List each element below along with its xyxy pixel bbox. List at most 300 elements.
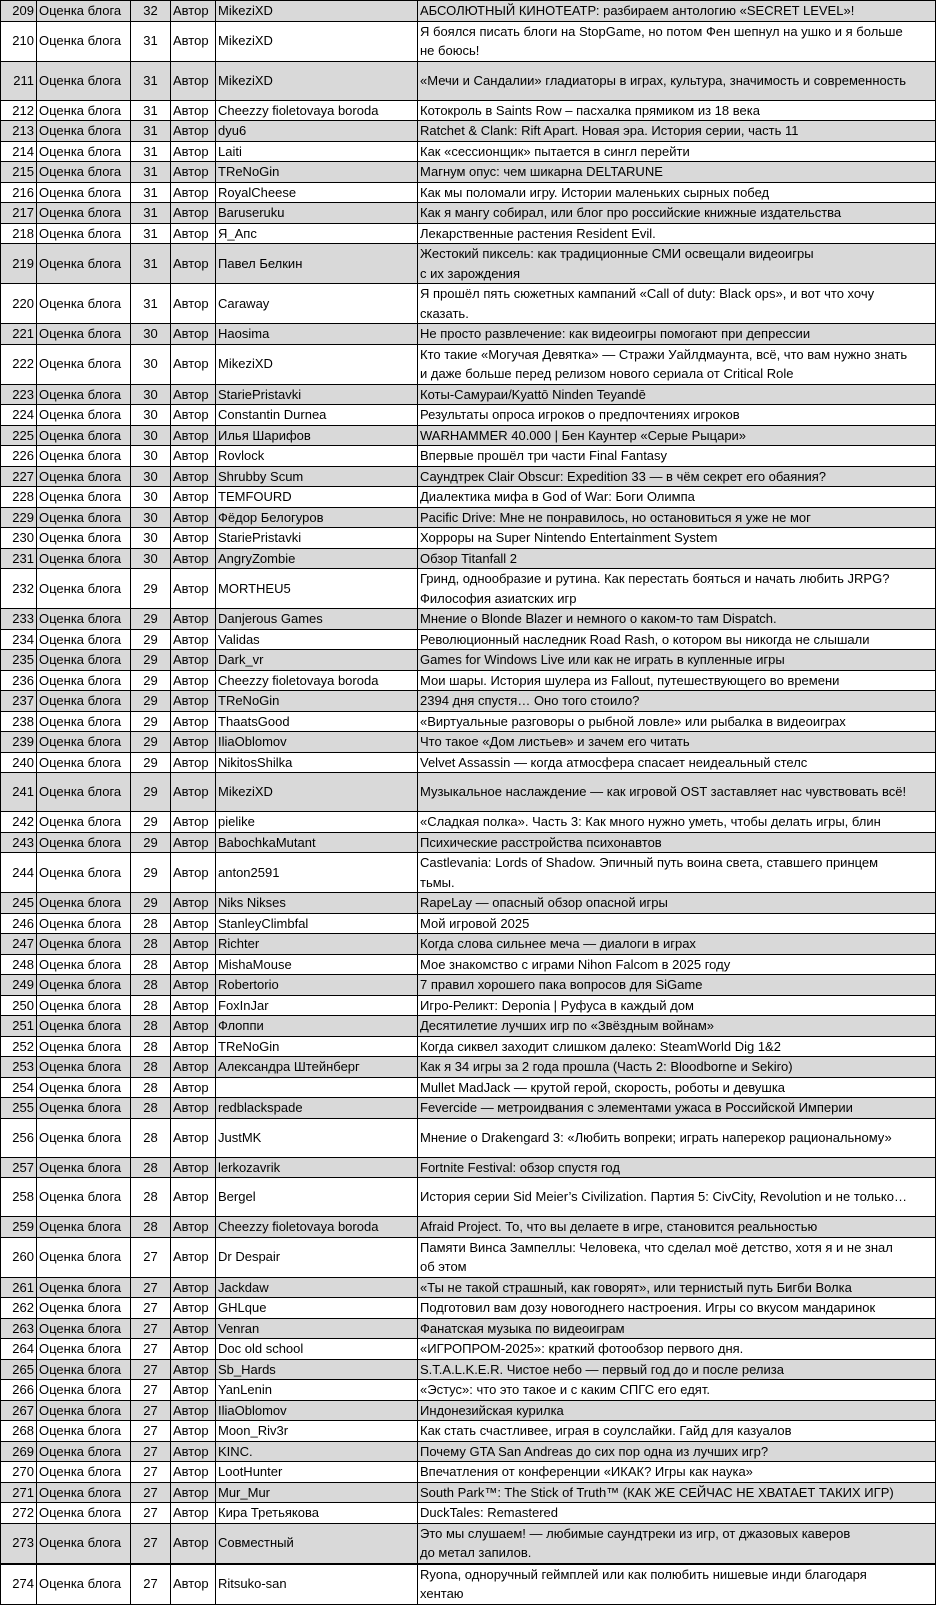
role-cell[interactable]: Автор	[171, 732, 216, 753]
author-cell[interactable]: Constantin Durnea	[216, 405, 418, 426]
rank-cell[interactable]: 224	[1, 405, 37, 426]
score-cell[interactable]: 29	[131, 609, 171, 630]
score-cell[interactable]: 28	[131, 1098, 171, 1119]
author-cell[interactable]: Moon_Riv3r	[216, 1421, 418, 1442]
author-cell[interactable]: Cheezzy fioletovaya boroda	[216, 670, 418, 691]
score-cell[interactable]: 30	[131, 507, 171, 528]
category-cell[interactable]: Оценка блога	[37, 1178, 131, 1217]
category-cell[interactable]: Оценка блога	[37, 711, 131, 732]
category-cell[interactable]: Оценка блога	[37, 1421, 131, 1442]
category-cell[interactable]: Оценка блога	[37, 1441, 131, 1462]
category-cell[interactable]: Оценка блога	[37, 893, 131, 914]
title-cell[interactable]: 2394 дня спустя… Оно того стоило?	[418, 691, 936, 712]
role-cell[interactable]: Автор	[171, 182, 216, 203]
score-cell[interactable]: 28	[131, 995, 171, 1016]
rank-cell[interactable]: 251	[1, 1016, 37, 1037]
rank-cell[interactable]: 235	[1, 650, 37, 671]
title-cell[interactable]: Игро-Реликт: Deponia | Руфуса в каждый дом	[418, 995, 936, 1016]
title-cell[interactable]: Мое знакомство с играми Nihon Falcom в 2025 году	[418, 954, 936, 975]
title-cell[interactable]: Мой игровой 2025	[418, 913, 936, 934]
role-cell[interactable]: Автор	[171, 487, 216, 508]
score-cell[interactable]: 31	[131, 61, 171, 100]
rank-cell[interactable]: 219	[1, 244, 37, 284]
rank-cell[interactable]: 238	[1, 711, 37, 732]
title-cell[interactable]: Как стать счастливее, играя в соулслайки. Гайд для казуалов	[418, 1421, 936, 1442]
rank-cell[interactable]: 226	[1, 446, 37, 467]
score-cell[interactable]: 29	[131, 711, 171, 732]
score-cell[interactable]: 32	[131, 1, 171, 22]
score-cell[interactable]: 30	[131, 384, 171, 405]
title-cell[interactable]: Впервые прошёл три части Final Fantasy	[418, 446, 936, 467]
score-cell[interactable]: 28	[131, 975, 171, 996]
rank-cell[interactable]: 229	[1, 507, 37, 528]
role-cell[interactable]: Автор	[171, 1462, 216, 1483]
author-cell[interactable]: FoxInJar	[216, 995, 418, 1016]
score-cell[interactable]: 29	[131, 773, 171, 812]
author-cell[interactable]: IliaOblomov	[216, 732, 418, 753]
category-cell[interactable]: Оценка блога	[37, 425, 131, 446]
category-cell[interactable]: Оценка блога	[37, 284, 131, 324]
score-cell[interactable]: 29	[131, 691, 171, 712]
author-cell[interactable]: KINC.	[216, 1441, 418, 1462]
author-cell[interactable]: Robertorio	[216, 975, 418, 996]
title-cell[interactable]: Это мы слушаем! — любимые саундтреки из игр, от джазовых каверов до метал запилов.	[418, 1523, 936, 1564]
rank-cell[interactable]: 254	[1, 1077, 37, 1098]
author-cell[interactable]: lerkozavrik	[216, 1157, 418, 1178]
author-cell[interactable]: MORTHEU5	[216, 569, 418, 609]
category-cell[interactable]: Оценка блога	[37, 1118, 131, 1157]
rank-cell[interactable]: 245	[1, 893, 37, 914]
rank-cell[interactable]: 273	[1, 1523, 37, 1564]
category-cell[interactable]: Оценка блога	[37, 548, 131, 569]
category-cell[interactable]: Оценка блога	[37, 1157, 131, 1178]
role-cell[interactable]: Автор	[171, 995, 216, 1016]
role-cell[interactable]: Автор	[171, 832, 216, 853]
author-cell[interactable]: ThaatsGood	[216, 711, 418, 732]
score-cell[interactable]: 29	[131, 670, 171, 691]
category-cell[interactable]: Оценка блога	[37, 1503, 131, 1524]
title-cell[interactable]: Как я мангу собирал, или блог про российские книжные издательства	[418, 203, 936, 224]
score-cell[interactable]: 27	[131, 1359, 171, 1380]
score-cell[interactable]: 27	[131, 1400, 171, 1421]
role-cell[interactable]: Автор	[171, 1057, 216, 1078]
author-cell[interactable]: TReNoGin	[216, 162, 418, 183]
role-cell[interactable]: Автор	[171, 691, 216, 712]
score-cell[interactable]: 27	[131, 1503, 171, 1524]
title-cell[interactable]: «Ты не такой страшный, как говорят», или тернистый путь Бигби Волка	[418, 1277, 936, 1298]
title-cell[interactable]: Velvet Assassin — когда атмосфера спасает неидеальный стелс	[418, 752, 936, 773]
title-cell[interactable]: Pacific Drive: Мне не понравилось, но остановиться я уже не мог	[418, 507, 936, 528]
category-cell[interactable]: Оценка блога	[37, 1564, 131, 1605]
category-cell[interactable]: Оценка блога	[37, 405, 131, 426]
role-cell[interactable]: Автор	[171, 405, 216, 426]
title-cell[interactable]: Я прошёл пять сюжетных кампаний «Call of duty: Black ops», и вот что хочу сказать.	[418, 284, 936, 324]
author-cell[interactable]: Niks Nikses	[216, 893, 418, 914]
author-cell[interactable]: Rovlock	[216, 446, 418, 467]
role-cell[interactable]: Автор	[171, 528, 216, 549]
author-cell[interactable]: MishaMouse	[216, 954, 418, 975]
author-cell[interactable]: AngryZombie	[216, 548, 418, 569]
author-cell[interactable]: TReNoGin	[216, 1036, 418, 1057]
score-cell[interactable]: 31	[131, 244, 171, 284]
category-cell[interactable]: Оценка блога	[37, 1400, 131, 1421]
score-cell[interactable]: 29	[131, 853, 171, 893]
author-cell[interactable]: Sb_Hards	[216, 1359, 418, 1380]
title-cell[interactable]: Результаты опроса игроков о предпочтениях игроков	[418, 405, 936, 426]
role-cell[interactable]: Автор	[171, 384, 216, 405]
score-cell[interactable]: 30	[131, 487, 171, 508]
rank-cell[interactable]: 227	[1, 466, 37, 487]
author-cell[interactable]: Jackdaw	[216, 1277, 418, 1298]
role-cell[interactable]: Автор	[171, 223, 216, 244]
author-cell[interactable]: StariePristavki	[216, 384, 418, 405]
author-cell[interactable]	[216, 1077, 418, 1098]
title-cell[interactable]: WARHAMMER 40.000 | Бен Каунтер «Серые Рыцари»	[418, 425, 936, 446]
role-cell[interactable]: Автор	[171, 466, 216, 487]
author-cell[interactable]: Caraway	[216, 284, 418, 324]
author-cell[interactable]: LootHunter	[216, 1462, 418, 1483]
score-cell[interactable]: 30	[131, 528, 171, 549]
role-cell[interactable]: Автор	[171, 893, 216, 914]
score-cell[interactable]: 28	[131, 954, 171, 975]
score-cell[interactable]: 30	[131, 466, 171, 487]
title-cell[interactable]: Диалектика мифа в God of War: Боги Олимпа	[418, 487, 936, 508]
author-cell[interactable]: Совместный	[216, 1523, 418, 1564]
title-cell[interactable]: Games for Windows Live или как не играть в купленные игры	[418, 650, 936, 671]
title-cell[interactable]: Как я 34 игры за 2 года прошла (Часть 2: Bloodborne и Sekiro)	[418, 1057, 936, 1078]
author-cell[interactable]: anton2591	[216, 853, 418, 893]
author-cell[interactable]: Richter	[216, 934, 418, 955]
score-cell[interactable]: 28	[131, 1077, 171, 1098]
rank-cell[interactable]: 221	[1, 324, 37, 345]
rank-cell[interactable]: 237	[1, 691, 37, 712]
rank-cell[interactable]: 217	[1, 203, 37, 224]
role-cell[interactable]: Автор	[171, 812, 216, 833]
title-cell[interactable]: Мнение о Blonde Blazer и немного о каком-то там Dispatch.	[418, 609, 936, 630]
title-cell[interactable]: Afraid Project. То, что вы делаете в игре, становится реальностью	[418, 1217, 936, 1238]
category-cell[interactable]: Оценка блога	[37, 934, 131, 955]
title-cell[interactable]: Психические расстройства психонавтов	[418, 832, 936, 853]
rank-cell[interactable]: 213	[1, 121, 37, 142]
rank-cell[interactable]: 255	[1, 1098, 37, 1119]
role-cell[interactable]: Автор	[171, 1318, 216, 1339]
category-cell[interactable]: Оценка блога	[37, 1057, 131, 1078]
role-cell[interactable]: Автор	[171, 954, 216, 975]
role-cell[interactable]: Автор	[171, 773, 216, 812]
author-cell[interactable]: MikeziXD	[216, 61, 418, 100]
title-cell[interactable]: Индонезийская курилка	[418, 1400, 936, 1421]
title-cell[interactable]: Обзор Titanfall 2	[418, 548, 936, 569]
title-cell[interactable]: Впечатления от конференции «ИКАК? Игры как наука»	[418, 1462, 936, 1483]
rank-cell[interactable]: 233	[1, 609, 37, 630]
rank-cell[interactable]: 249	[1, 975, 37, 996]
rank-cell[interactable]: 258	[1, 1178, 37, 1217]
author-cell[interactable]: redblackspade	[216, 1098, 418, 1119]
role-cell[interactable]: Автор	[171, 141, 216, 162]
title-cell[interactable]: Как мы поломали игру. Истории маленьких сырных побед	[418, 182, 936, 203]
category-cell[interactable]: Оценка блога	[37, 466, 131, 487]
rank-cell[interactable]: 216	[1, 182, 37, 203]
score-cell[interactable]: 28	[131, 1217, 171, 1238]
role-cell[interactable]: Автор	[171, 711, 216, 732]
author-cell[interactable]: Ritsuko-san	[216, 1564, 418, 1605]
score-cell[interactable]: 31	[131, 203, 171, 224]
role-cell[interactable]: Автор	[171, 1482, 216, 1503]
role-cell[interactable]: Автор	[171, 425, 216, 446]
role-cell[interactable]: Автор	[171, 203, 216, 224]
author-cell[interactable]: Mur_Mur	[216, 1482, 418, 1503]
role-cell[interactable]: Автор	[171, 284, 216, 324]
role-cell[interactable]: Автор	[171, 548, 216, 569]
rank-cell[interactable]: 240	[1, 752, 37, 773]
author-cell[interactable]: Dr Despair	[216, 1237, 418, 1277]
rank-cell[interactable]: 222	[1, 344, 37, 384]
author-cell[interactable]: Validas	[216, 629, 418, 650]
score-cell[interactable]: 31	[131, 121, 171, 142]
score-cell[interactable]: 31	[131, 284, 171, 324]
rank-cell[interactable]: 257	[1, 1157, 37, 1178]
rank-cell[interactable]: 242	[1, 812, 37, 833]
title-cell[interactable]: Не просто развлечение: как видеоигры помогают при депрессии	[418, 324, 936, 345]
title-cell[interactable]: Когда сиквел заходит слишком далеко: SteamWorld Dig 1&2	[418, 1036, 936, 1057]
title-cell[interactable]: S.T.A.L.K.E.R. Чистое небо — первый год до и после релиза	[418, 1359, 936, 1380]
title-cell[interactable]: RapeLay — опасный обзор опасной игры	[418, 893, 936, 914]
category-cell[interactable]: Оценка блога	[37, 1298, 131, 1319]
category-cell[interactable]: Оценка блога	[37, 1217, 131, 1238]
score-cell[interactable]: 28	[131, 1016, 171, 1037]
rank-cell[interactable]: 243	[1, 832, 37, 853]
category-cell[interactable]: Оценка блога	[37, 1339, 131, 1360]
author-cell[interactable]: Baruseruku	[216, 203, 418, 224]
score-cell[interactable]: 29	[131, 832, 171, 853]
score-cell[interactable]: 31	[131, 223, 171, 244]
author-cell[interactable]: MikeziXD	[216, 21, 418, 61]
role-cell[interactable]: Автор	[171, 1503, 216, 1524]
rank-cell[interactable]: 270	[1, 1462, 37, 1483]
score-cell[interactable]: 27	[131, 1298, 171, 1319]
score-cell[interactable]: 30	[131, 548, 171, 569]
title-cell[interactable]: АБСОЛЮТНЫЙ КИНОТЕАТР: разбираем антологию «SECRET LEVEL»!	[418, 1, 936, 22]
score-cell[interactable]: 29	[131, 812, 171, 833]
role-cell[interactable]: Автор	[171, 1523, 216, 1564]
title-cell[interactable]: Саундтрек Clair Obscur: Expedition 33 — в чём секрет его обаяния?	[418, 466, 936, 487]
role-cell[interactable]: Автор	[171, 975, 216, 996]
category-cell[interactable]: Оценка блога	[37, 324, 131, 345]
category-cell[interactable]: Оценка блога	[37, 975, 131, 996]
category-cell[interactable]: Оценка блога	[37, 1318, 131, 1339]
author-cell[interactable]: Cheezzy fioletovaya boroda	[216, 100, 418, 121]
score-cell[interactable]: 30	[131, 405, 171, 426]
author-cell[interactable]: Я_Апс	[216, 223, 418, 244]
rank-cell[interactable]: 248	[1, 954, 37, 975]
rank-cell[interactable]: 223	[1, 384, 37, 405]
score-cell[interactable]: 31	[131, 141, 171, 162]
author-cell[interactable]: Doc old school	[216, 1339, 418, 1360]
category-cell[interactable]: Оценка блога	[37, 1016, 131, 1037]
category-cell[interactable]: Оценка блога	[37, 487, 131, 508]
rank-cell[interactable]: 241	[1, 773, 37, 812]
score-cell[interactable]: 31	[131, 162, 171, 183]
score-cell[interactable]: 29	[131, 752, 171, 773]
role-cell[interactable]: Автор	[171, 1118, 216, 1157]
title-cell[interactable]: Castlevania: Lords of Shadow. Эпичный путь воина света, ставшего принцем тьмы.	[418, 853, 936, 893]
rank-cell[interactable]: 247	[1, 934, 37, 955]
role-cell[interactable]: Автор	[171, 670, 216, 691]
title-cell[interactable]: «Мечи и Сандалии» гладиаторы в играх, культура, значимость и современность	[418, 61, 936, 100]
title-cell[interactable]: Подготовил вам дозу новогоднего настроения. Игры со вкусом мандаринок	[418, 1298, 936, 1319]
role-cell[interactable]: Автор	[171, 1421, 216, 1442]
author-cell[interactable]: BabochkaMutant	[216, 832, 418, 853]
score-cell[interactable]: 27	[131, 1462, 171, 1483]
author-cell[interactable]: Danjerous Games	[216, 609, 418, 630]
category-cell[interactable]: Оценка блога	[37, 141, 131, 162]
title-cell[interactable]: Mullet MadJack — крутой герой, скорость, роботы и девушка	[418, 1077, 936, 1098]
rank-cell[interactable]: 266	[1, 1380, 37, 1401]
rank-cell[interactable]: 265	[1, 1359, 37, 1380]
category-cell[interactable]: Оценка блога	[37, 1077, 131, 1098]
title-cell[interactable]: Ryona, одноручный геймплей или как полюбить нишевые инди благодаря хентаю	[418, 1564, 936, 1605]
rank-cell[interactable]: 209	[1, 1, 37, 22]
score-cell[interactable]: 28	[131, 1036, 171, 1057]
title-cell[interactable]: Я боялся писать блоги на StopGame, но потом Фен шепнул на ушко и я больше не боюсь!	[418, 21, 936, 61]
author-cell[interactable]: Кира Третьякова	[216, 1503, 418, 1524]
category-cell[interactable]: Оценка блога	[37, 1036, 131, 1057]
role-cell[interactable]: Автор	[171, 21, 216, 61]
category-cell[interactable]: Оценка блога	[37, 384, 131, 405]
role-cell[interactable]: Автор	[171, 1, 216, 22]
role-cell[interactable]: Автор	[171, 1400, 216, 1421]
role-cell[interactable]: Автор	[171, 1036, 216, 1057]
category-cell[interactable]: Оценка блога	[37, 1277, 131, 1298]
score-cell[interactable]: 29	[131, 650, 171, 671]
role-cell[interactable]: Автор	[171, 1441, 216, 1462]
rank-cell[interactable]: 262	[1, 1298, 37, 1319]
category-cell[interactable]: Оценка блога	[37, 629, 131, 650]
role-cell[interactable]: Автор	[171, 1217, 216, 1238]
category-cell[interactable]: Оценка блога	[37, 691, 131, 712]
author-cell[interactable]: YanLenin	[216, 1380, 418, 1401]
title-cell[interactable]: Революционный наследник Road Rash, о котором вы никогда не слышали	[418, 629, 936, 650]
title-cell[interactable]: Ratchet & Clank: Rift Apart. Новая эра. История серии, часть 11	[418, 121, 936, 142]
score-cell[interactable]: 29	[131, 893, 171, 914]
author-cell[interactable]: RoyalCheese	[216, 182, 418, 203]
title-cell[interactable]: История серии Sid Meier’s Civilization. Партия 5: CivCity, Revolution и не только…	[418, 1178, 936, 1217]
category-cell[interactable]: Оценка блога	[37, 954, 131, 975]
score-cell[interactable]: 28	[131, 1178, 171, 1217]
title-cell[interactable]: «Сладкая полка». Часть 3: Как много нужно уметь, чтобы делать игры, блин	[418, 812, 936, 833]
score-cell[interactable]: 30	[131, 425, 171, 446]
rank-cell[interactable]: 220	[1, 284, 37, 324]
author-cell[interactable]: GHLque	[216, 1298, 418, 1319]
author-cell[interactable]: Bergel	[216, 1178, 418, 1217]
category-cell[interactable]: Оценка блога	[37, 203, 131, 224]
title-cell[interactable]: Когда слова сильнее меча — диалоги в играх	[418, 934, 936, 955]
role-cell[interactable]: Автор	[171, 1077, 216, 1098]
title-cell[interactable]: Как «сессионщик» пытается в сингл перейти	[418, 141, 936, 162]
title-cell[interactable]: Десятилетие лучших игр по «Звёздным войнам»	[418, 1016, 936, 1037]
category-cell[interactable]: Оценка блога	[37, 446, 131, 467]
category-cell[interactable]: Оценка блога	[37, 650, 131, 671]
score-cell[interactable]: 31	[131, 21, 171, 61]
role-cell[interactable]: Автор	[171, 61, 216, 100]
rank-cell[interactable]: 267	[1, 1400, 37, 1421]
author-cell[interactable]: Илья Шарифов	[216, 425, 418, 446]
rank-cell[interactable]: 244	[1, 853, 37, 893]
category-cell[interactable]: Оценка блога	[37, 609, 131, 630]
category-cell[interactable]: Оценка блога	[37, 21, 131, 61]
role-cell[interactable]: Автор	[171, 1098, 216, 1119]
category-cell[interactable]: Оценка блога	[37, 732, 131, 753]
category-cell[interactable]: Оценка блога	[37, 1359, 131, 1380]
score-cell[interactable]: 27	[131, 1523, 171, 1564]
title-cell[interactable]: Лекарственные растения Resident Evil.	[418, 223, 936, 244]
role-cell[interactable]: Автор	[171, 344, 216, 384]
score-cell[interactable]: 29	[131, 629, 171, 650]
score-cell[interactable]: 27	[131, 1237, 171, 1277]
score-cell[interactable]: 28	[131, 934, 171, 955]
rank-cell[interactable]: 252	[1, 1036, 37, 1057]
title-cell[interactable]: «Виртуальные разговоры о рыбной ловле» или рыбалка в видеоиграх	[418, 711, 936, 732]
role-cell[interactable]: Автор	[171, 1157, 216, 1178]
rank-cell[interactable]: 260	[1, 1237, 37, 1277]
role-cell[interactable]: Автор	[171, 1359, 216, 1380]
rank-cell[interactable]: 232	[1, 569, 37, 609]
title-cell[interactable]: Мои шары. История шулера из Fallout, путешествующего во времени	[418, 670, 936, 691]
author-cell[interactable]: Shrubby Scum	[216, 466, 418, 487]
score-cell[interactable]: 27	[131, 1318, 171, 1339]
title-cell[interactable]: Fortnite Festival: обзор спустя год	[418, 1157, 936, 1178]
score-cell[interactable]: 27	[131, 1441, 171, 1462]
role-cell[interactable]: Автор	[171, 1380, 216, 1401]
category-cell[interactable]: Оценка блога	[37, 1482, 131, 1503]
score-cell[interactable]: 27	[131, 1564, 171, 1605]
role-cell[interactable]: Автор	[171, 244, 216, 284]
title-cell[interactable]: Почему GTA San Andreas до сих пор одна из лучших игр?	[418, 1441, 936, 1462]
rank-cell[interactable]: 271	[1, 1482, 37, 1503]
author-cell[interactable]: pielike	[216, 812, 418, 833]
role-cell[interactable]: Автор	[171, 913, 216, 934]
role-cell[interactable]: Автор	[171, 1564, 216, 1605]
title-cell[interactable]: Магнум опус: чем шикарна DELTARUNE	[418, 162, 936, 183]
category-cell[interactable]: Оценка блога	[37, 812, 131, 833]
role-cell[interactable]: Автор	[171, 1298, 216, 1319]
category-cell[interactable]: Оценка блога	[37, 853, 131, 893]
title-cell[interactable]: DuckTales: Remastered	[418, 1503, 936, 1524]
score-cell[interactable]: 28	[131, 1057, 171, 1078]
category-cell[interactable]: Оценка блога	[37, 121, 131, 142]
author-cell[interactable]: MikeziXD	[216, 773, 418, 812]
title-cell[interactable]: Коты-Самураи/Kyattō Ninden Teyandē	[418, 384, 936, 405]
category-cell[interactable]: Оценка блога	[37, 1237, 131, 1277]
role-cell[interactable]: Автор	[171, 569, 216, 609]
rank-cell[interactable]: 228	[1, 487, 37, 508]
author-cell[interactable]: Venran	[216, 1318, 418, 1339]
category-cell[interactable]: Оценка блога	[37, 162, 131, 183]
title-cell[interactable]: Кто такие «Могучая Девятка» — Стражи Уайлдмаунта, всё, что вам нужно знать и даже больше перед релизом нового сериала от Critical Role	[418, 344, 936, 384]
author-cell[interactable]: Haosima	[216, 324, 418, 345]
category-cell[interactable]: Оценка блога	[37, 182, 131, 203]
role-cell[interactable]: Автор	[171, 1016, 216, 1037]
score-cell[interactable]: 29	[131, 732, 171, 753]
author-cell[interactable]: Александра Штейнберг	[216, 1057, 418, 1078]
category-cell[interactable]: Оценка блога	[37, 507, 131, 528]
category-cell[interactable]: Оценка блога	[37, 244, 131, 284]
score-cell[interactable]: 27	[131, 1380, 171, 1401]
category-cell[interactable]: Оценка блога	[37, 344, 131, 384]
author-cell[interactable]: Павел Белкин	[216, 244, 418, 284]
score-cell[interactable]: 31	[131, 182, 171, 203]
title-cell[interactable]: Хорроры на Super Nintendo Entertainment System	[418, 528, 936, 549]
